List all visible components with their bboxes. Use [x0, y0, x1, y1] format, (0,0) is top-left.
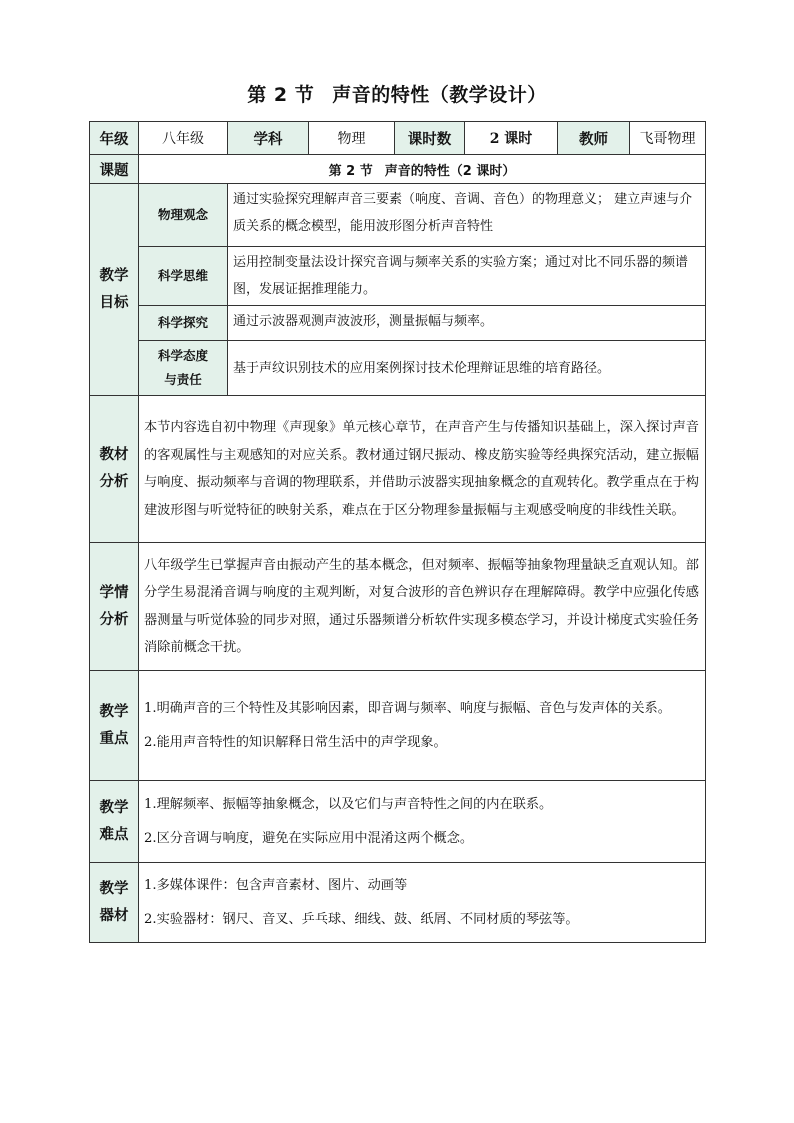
equipment-row — [90, 863, 706, 943]
objective-text-inquiry: 通过示波器观测声波波形，测量振幅与频率。 — [228, 306, 706, 341]
key-point-item: 1.明确声音的三个特性及其影响因素，即音调与频率、响度与振幅、音色与发声体的关系。 — [144, 701, 671, 716]
hours-label: 课时数 — [395, 122, 465, 155]
student-analysis-row — [90, 543, 706, 671]
key-points-row — [90, 671, 706, 781]
objective-row-2 — [90, 247, 706, 306]
key-points-list — [139, 671, 706, 781]
student-analysis-label: 学情 分析 — [90, 543, 139, 671]
equipment-item: 1.多媒体课件：包含声音素材、图片、动画等 — [144, 878, 408, 893]
objectives-label: 教学 目标 — [90, 184, 139, 396]
objective-label-inquiry: 科学探究 — [139, 306, 228, 341]
lesson-title — [139, 155, 706, 184]
title-name: 声音的特性（教学设计） — [332, 84, 547, 106]
difficulty-item: 2.区分音调与响度，避免在实际应用中混淆这两个概念。 — [144, 831, 474, 846]
objective-text-thinking: 运用控制变量法设计探究音调与频率关系的实验方案；通过对比不同乐器的频谱图，发展证据推理能力。 — [228, 247, 706, 306]
difficulties-list — [139, 781, 706, 863]
objective-label-physics: 物理观念 — [139, 184, 228, 247]
student-analysis-text: 八年级学生已掌握声音由振动产生的基本概念，但对频率、振幅等抽象物理量缺乏直观认知。部分学生易混淆音调与响度的主观判断，对复合波形的音色辨识存在理解障碍。教学中应强化传感器测量与听觉体验的同步对照，通过乐器频谱分析软件实现多模态学习，并设计梯度式实验任务消除前概念干扰。 — [139, 543, 706, 671]
lesson-section: 第 2 节 — [328, 163, 373, 179]
objective-row-3 — [90, 306, 706, 341]
objective-row-4 — [90, 341, 706, 396]
hours-value: 2 课时 — [465, 122, 558, 155]
difficulty-item: 1.理解频率、振幅等抽象概念，以及它们与声音特性之间的内在联系。 — [144, 797, 553, 812]
equipment-label: 教学 器材 — [90, 863, 139, 943]
teacher-value: 飞哥物理 — [630, 122, 706, 155]
equipment-item: 2.实验器材：钢尺、音叉、乒乓球、细线、鼓、纸屑、不同材质的琴弦等。 — [144, 912, 579, 927]
page-title — [0, 80, 794, 107]
objective-text-attitude: 基于声纹识别技术的应用案例探讨技术伦理辩证思维的培育路径。 — [228, 341, 706, 396]
objective-row-1 — [90, 184, 706, 247]
material-analysis-row — [90, 396, 706, 543]
objective-label-attitude: 科学态度 与责任 — [139, 341, 228, 396]
teacher-label: 教师 — [558, 122, 630, 155]
key-points-label: 教学 重点 — [90, 671, 139, 781]
grade-label: 年级 — [90, 122, 139, 155]
subject-label: 学科 — [228, 122, 309, 155]
lesson-label: 课题 — [90, 155, 139, 184]
material-analysis-text: 本节内容选自初中物理《声现象》单元核心章节，在声音产生与传播知识基础上，深入探讨声音的客观属性与主观感知的对应关系。教材通过钢尺振动、橡皮筋实验等经典探究活动，建立振幅与响度、振动频率与音调的物理联系，并借助示波器实现抽象概念的直观转化。教学重点在于构建波形图与听觉特征的映射关系，难点在于区分物理参量振幅与主观感受响度的非线性关联。 — [139, 396, 706, 543]
lesson-plan-table — [89, 121, 706, 943]
objective-label-thinking: 科学思维 — [139, 247, 228, 306]
key-point-item: 2.能用声音特性的知识解释日常生活中的声学现象。 — [144, 735, 447, 750]
difficulties-label: 教学 难点 — [90, 781, 139, 863]
lesson-row — [90, 155, 706, 184]
difficulties-row — [90, 781, 706, 863]
title-section: 第 2 节 — [247, 84, 315, 106]
grade-value: 八年级 — [139, 122, 228, 155]
lesson-name: 声音的特性（2 课时） — [384, 163, 516, 179]
info-row — [90, 122, 706, 155]
subject-value: 物理 — [309, 122, 395, 155]
equipment-list — [139, 863, 706, 943]
objective-text-physics: 通过实验探究理解声音三要素（响度、音调、音色）的物理意义； 建立声速与介质关系的概念模型，能用波形图分析声音特性 — [228, 184, 706, 247]
material-analysis-label: 教材 分析 — [90, 396, 139, 543]
